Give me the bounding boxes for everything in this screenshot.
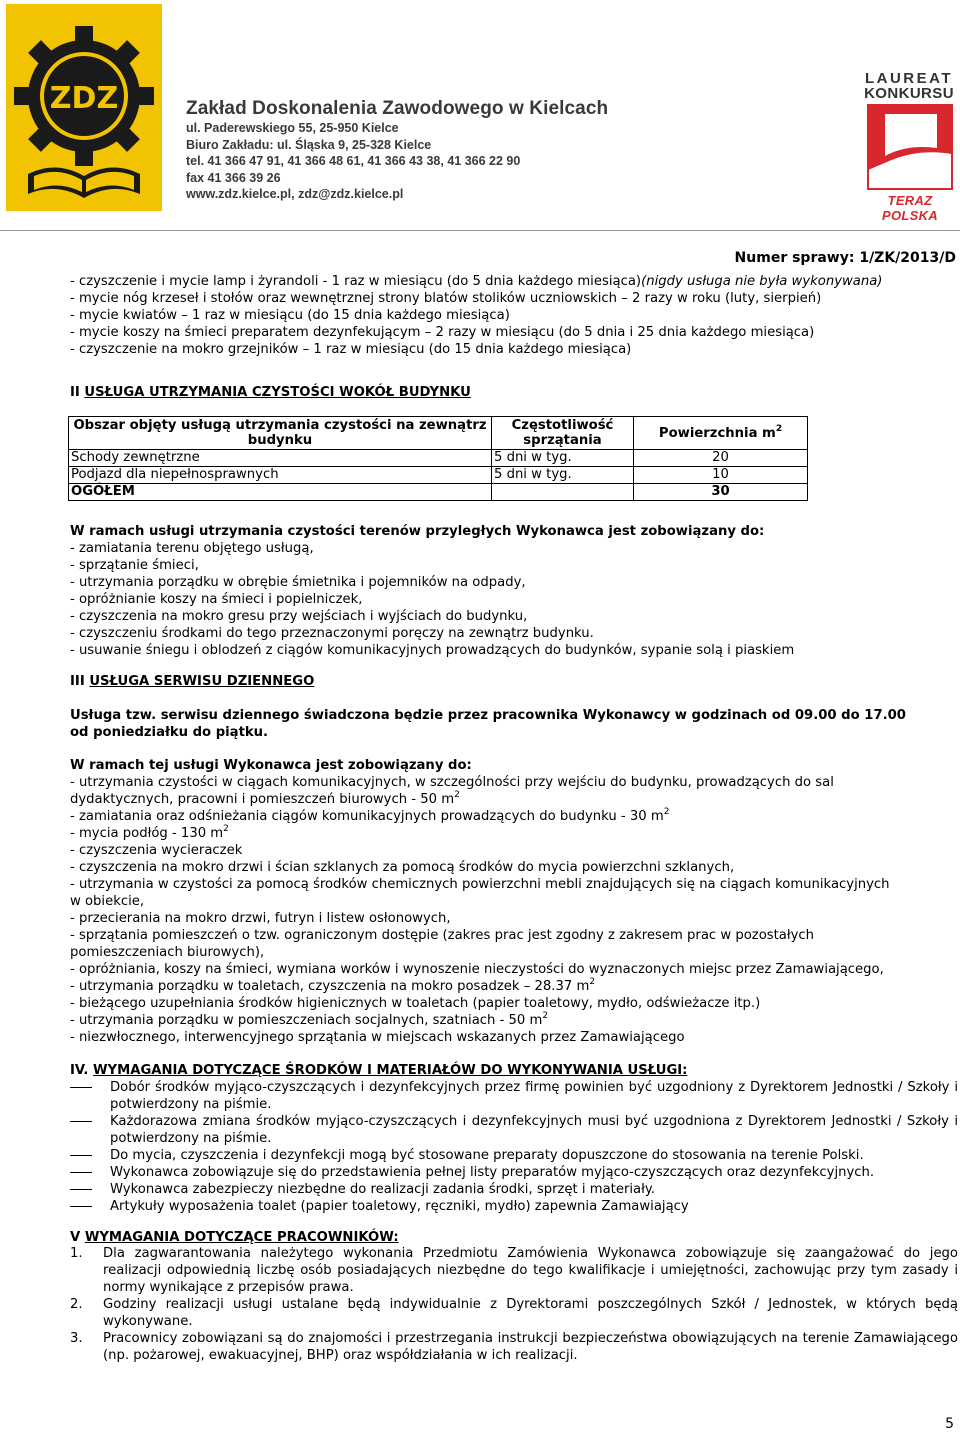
table-cell: 5 dni w tyg. xyxy=(492,467,634,484)
numbered-item: 1. Dla zagwarantowania należytego wykonania Przedmiotu Zamówienia Wykonawca zobowiązuje się zaangażować do jego realizacji odpowiednią liczbę osób posiadających niezbędne do tego kwalifikacje i umiejętności, zachowując przy tym zasady i normy wynikające z przepisów prawa. xyxy=(70,1246,958,1295)
list-item: - mycie nóg krzeseł i stołów oraz wewnętrznej strony blatów stolików uczniowskich – 2 razy w roku (luty, sierpień) xyxy=(70,291,822,306)
section-5-list xyxy=(70,1245,958,1364)
phone-line: tel. 41 366 47 91, 41 366 48 61, 41 366 43 38, 41 366 22 90 xyxy=(186,154,521,169)
table-header-row xyxy=(69,417,808,450)
list-item: - sprzątania pomieszczeń o tzw. ograniczonym dostępie (zakres prac jest zgodny z zakresem prac w pozostałych xyxy=(70,928,815,943)
numbered-item: 3. Pracownicy zobowiązani są do znajomości i przestrzegania instrukcji bezpieczeństwa obowiązujących na terenie Zamawiającego (np. pożarowej, ewakuacyjnej, BHP) oraz współdziałania w ich realizacji. xyxy=(70,1331,958,1363)
table-row xyxy=(69,467,808,484)
teraz-polska-emblem xyxy=(867,104,953,190)
address-line: ul. Paderewskiego 55, 25-950 Kielce xyxy=(186,121,399,135)
section-3-duties xyxy=(70,757,960,1046)
duties-intro: W ramach tej usługi Wykonawca jest zobowiązany do: xyxy=(70,758,472,773)
section-4-heading: IV. WYMAGANIA DOTYCZĄCE ŚRODKÓW I MATERIAŁÓW DO WYKONYWANIA USŁUGI: xyxy=(70,1063,688,1078)
list-item: Każdorazowa zmiana środków myjąco-czyszczących i dezynfekcyjnych musi być uzgodniona z Dyrektorem Jednostki / Szkoły i potwierdzony na piśmie. xyxy=(70,1113,958,1147)
table-cell: 20 xyxy=(634,450,808,467)
list-item: - bieżącego uzupełniania środków higienicznych w toaletach (papier toaletowy, mydło, odświeżacze itp.) xyxy=(70,996,761,1011)
service-hours-line: Usługa tzw. serwisu dziennego świadczona będzie przez pracownika Wykonawcy w godzinach od 09.00 do 17.00 xyxy=(70,708,906,723)
teraz-polska-label: TERAZ POLSKA xyxy=(882,193,938,223)
organization-info xyxy=(186,98,608,203)
table-header-area: Obszar objęty usługą utrzymania czystości na zewnątrz budynku xyxy=(69,417,492,450)
list-item: - utrzymania porządku w obrębie śmietnika i pojemników na odpady, xyxy=(70,575,526,590)
list-item: - zamiatania oraz odśnieżania ciągów komunikacyjnych prowadzących do budynku - 30 $m^2$ xyxy=(70,807,670,824)
list-item: - czyszczenia wycieraczek xyxy=(70,843,243,858)
list-item: Do mycia, czyszczenia i dezynfekcji mogą być stosowane preparaty dopuszczone do stosowania na terenie Polski. xyxy=(70,1147,958,1164)
list-item: - czyszczenie i mycie lamp i żyrandoli - 1 raz w miesiącu (do 5 dnia każdego miesiąca)(nigdy usługa nie była wykonywana) xyxy=(70,274,883,289)
section-4-list xyxy=(70,1079,958,1215)
header-divider xyxy=(0,230,960,231)
laureat-label: LAUREAT xyxy=(864,70,954,87)
list-item: pomieszczeniach biurowych), xyxy=(70,945,265,960)
section-5-heading: V WYMAGANIA DOTYCZĄCE PRACOWNIKÓW: xyxy=(70,1230,399,1245)
table-cell: 10 xyxy=(634,467,808,484)
list-item: - opróżnianie koszy na śmieci i popielniczek, xyxy=(70,592,363,607)
table-cell xyxy=(492,484,634,501)
list-item: dydaktycznych, pracowni i pomieszczeń biurowych - 50 $m^2$ xyxy=(70,790,460,807)
zdz-logo-text: ZDZ xyxy=(49,81,119,116)
section-2-heading: II USŁUGA UTRZYMANIA CZYSTOŚCI WOKÓŁ BUDYNKU xyxy=(70,385,471,400)
duties-intro: W ramach usługi utrzymania czystości terenów przyległych Wykonawca jest zobowiązany do: xyxy=(70,524,765,539)
table-cell: 5 dni w tyg. xyxy=(492,450,634,467)
organization-name: Zakład Doskonalenia Zawodowego w Kielcach xyxy=(186,98,609,119)
list-item: - czyszczenie na mokro grzejników – 1 raz w miesiącu (do 15 dnia każdego miesiąca) xyxy=(70,342,632,357)
service-hours xyxy=(70,707,960,741)
cleaning-area-table xyxy=(68,416,808,501)
page-number: 5 xyxy=(945,1416,954,1432)
office-address-line: Biuro Zakładu: ul. Śląska 9, 25-328 Kielce xyxy=(186,137,432,152)
list-item: Artykuły wyposażenia toalet (papier toaletowy, ręczniki, mydło) zapewnia Zamawiający xyxy=(70,1198,958,1215)
list-item: - utrzymania czystości w ciągach komunikacyjnych, w szczególności przy wejściu do budynku, prowadzących do sal xyxy=(70,775,834,790)
zdz-logo-graphic xyxy=(6,4,162,211)
list-item: - mycie koszy na śmieci preparatem dezynfekującym – 2 razy w miesiącu (do 5 dnia i 25 dnia każdego miesiąca) xyxy=(70,325,815,340)
laureat-badge xyxy=(864,70,954,102)
list-item: - przecierania na mokro drzwi, futryn i listew osłonowych, xyxy=(70,911,451,926)
case-number: Numer sprawy: 1/ZK/2013/D xyxy=(734,250,956,266)
table-cell: Schody zewnętrzne xyxy=(69,450,492,467)
table-cell: Podjazd dla niepełnosprawnych xyxy=(69,467,492,484)
list-item: - utrzymania w czystości za pomocą środków chemicznych powierzchni mebli znajdujących się na ciągach komunikacyjnych xyxy=(70,877,890,892)
web-email-line: www.zdz.kielce.pl, zdz@zdz.kielce.pl xyxy=(186,187,404,202)
list-item: Dobór środków myjąco-czyszczących i dezynfekcyjnych przez firmę powinien być uzgodniony z Dyrektorem Jednostki / Szkoły i potwierdzony na piśmie. xyxy=(70,1079,958,1113)
table-row xyxy=(69,450,808,467)
list-item: - usuwanie śniegu i oblodzeń z ciągów komunikacyjnych prowadzących do budynków, sypanie solą i piaskiem xyxy=(70,643,795,658)
table-total-value: 30 xyxy=(634,484,808,501)
list-item: - utrzymania porządku w toaletach, czyszczenia na mokro posadzek – 28.37 $m^2$ xyxy=(70,977,596,994)
list-item: - mycie kwiatów – 1 raz w miesiącu (do 15 dnia każdego miesiąca) xyxy=(70,308,510,323)
list-item: - opróżniania, koszy na śmieci, wymiana worków i wynoszenie nieczystości do wyznaczonych miejsc przez Zamawiającego, xyxy=(70,962,884,977)
list-item: - zamiatania terenu objętego usługą, xyxy=(70,541,314,556)
list-item: - czyszczeniu środkami do tego przeznaczonymi poręczy na zewnątrz budynku. xyxy=(70,626,594,641)
section-3-heading: III USŁUGA SERWISU DZIENNEGO xyxy=(70,674,315,689)
letterhead xyxy=(0,0,960,232)
list-item: - sprzątanie śmieci, xyxy=(70,558,199,573)
list-item: w obiekcie, xyxy=(70,894,145,909)
section-2-duties xyxy=(70,523,960,659)
zdz-logo xyxy=(6,4,162,211)
list-item: - mycia podłóg - 130 $m^2$ xyxy=(70,824,229,841)
list-item: Wykonawca zobowiązuje się do przedstawienia pełnej listy preparatów myjąco-czyszczących oraz dezynfekcyjnych. xyxy=(70,1164,958,1181)
list-item: - niezwłocznego, interwencyjnego sprzątania w miejscach wskazanych przez Zamawiającego xyxy=(70,1030,685,1045)
list-item: - czyszczenia na mokro drzwi i ścian szklanych za pomocą środków do mycia powierzchni szklanych, xyxy=(70,860,735,875)
fax-line: fax 41 366 39 26 xyxy=(186,170,281,185)
list-item: Wykonawca zabezpieczy niezbędne do realizacji zadania środki, sprzęt i materiały. xyxy=(70,1181,958,1198)
intro-list xyxy=(70,273,960,358)
list-item: - utrzymania porządku w pomieszczeniach socjalnych, szatniach - 50 $m^2$ xyxy=(70,1011,549,1028)
table-total-label: OGÓŁEM xyxy=(69,484,492,501)
service-days-line: od poniedziałku do piątku. xyxy=(70,725,269,740)
table-total-row xyxy=(69,484,808,501)
table-header-frequency: Częstotliwość sprzątania xyxy=(492,417,634,450)
list-item: - czyszczenia na mokro gresu przy wejściach i wyjściach do budynku, xyxy=(70,609,528,624)
numbered-item: 2. Godziny realizacji usługi ustalane będą indywidualnie z Dyrektorami poszczególnych Szkół / Jednostek, w których będą wykonywane. xyxy=(70,1297,958,1329)
konkursu-label: KONKURSU xyxy=(864,85,954,102)
table-header-surface: Powierzchnia $m^2$ xyxy=(634,417,808,450)
